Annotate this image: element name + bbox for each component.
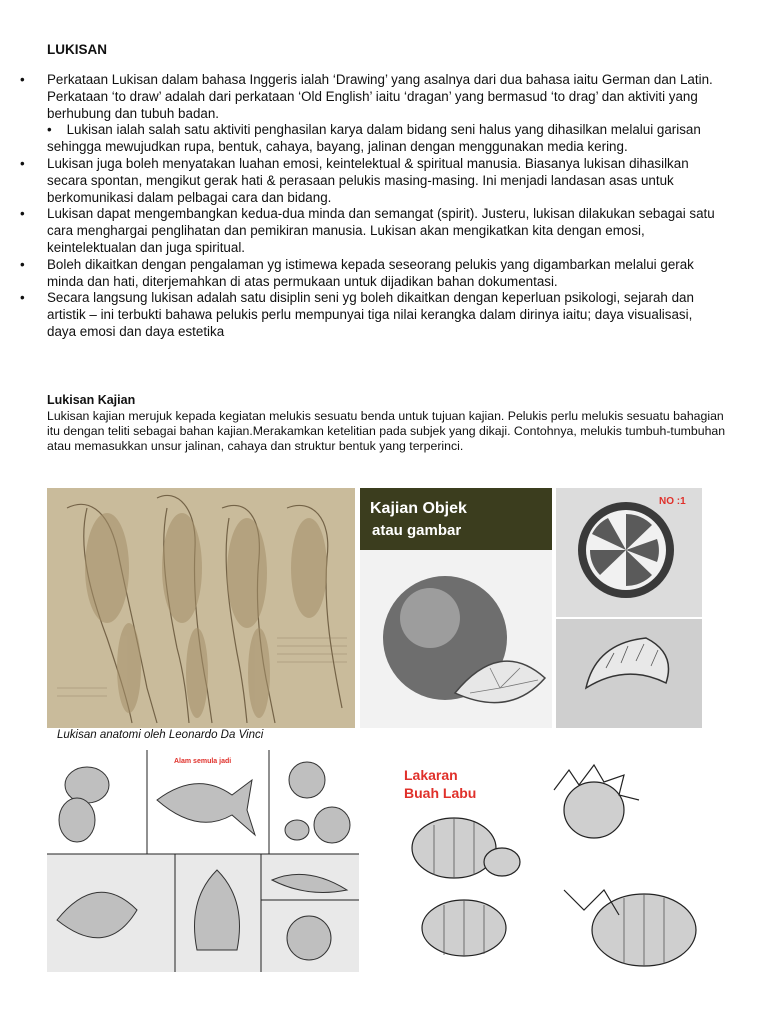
bullet-marker: • [20,155,25,171]
section-title: Lukisan Kajian [47,393,136,407]
bullet-marker: • [20,290,25,306]
buah-labu-sketches [394,750,706,972]
bullet-text: Boleh dikaitkan dengan pengalaman yg istimewa kepada seseorang pelukis yang digambarkan melalui gerak minda dan hati, diterjemahkan di atas permukaan untuk dijadikan bahan dokumentasi. [47,256,694,289]
labu-title-line1: Lakaran [404,767,458,783]
bullet-marker: • [20,72,25,87]
bullet-item [20,122,720,156]
bullet-text: Lukisan dapat mengembangkan kedua-dua minda dan semangat (spirit). Justeru, lukisan dilakukan sebagai satu cara menghargai penglihatan dan pemikiran manusia. Lukisan akan mengikatkan kita dengan emosi, keintelektualan dan juga spiritual. [47,206,715,255]
bullet-text: Perkataan Lukisan dalam bahasa Inggeris ialah ‘Drawing’ yang asalnya dari dua bahasa iaitu German dan Latin. Perkataan ‘to draw’ adalah dari perkataan ‘Old English’ iaitu ‘dragan’ yang bermasud ‘to drag’ dan aktiviti yang berhubung dan tubuh badan. [47,72,713,121]
bullet-item [20,257,720,291]
alam-label: Alam semula jadi [174,758,232,765]
labu-title-line2: Buah Labu [404,785,477,801]
davinci-caption: Lukisan anatomi oleh Leonardo Da Vinci [57,729,264,741]
number-label: NO :1 [659,496,686,507]
alam-semula-jadi-collage [47,750,359,972]
bullet-marker: • [20,206,25,222]
section-paragraph: Lukisan kajian merujuk kepada kegiatan melukis sesuatu benda untuk tujuan kajian. Pelukis perlu melukis sesuatu bahagian itu dengan teliti sebagai bahan kajian.Merakamkan ketelitian pada subjek yang dikaji. Contohnya, melukis tumbuh-tumbuhan atau memasukkan unsur jalinan, cahaya dan struktur bentuk yang terperinci. [47,409,726,453]
bullet-item [20,206,720,256]
bullet-text: Lukisan ialah salah satu aktiviti penghasilan karya dalam bidang seni halus yang dihasilkan melalui garisan sehingga mewujudkan rupa, bentuk, cahaya, bayang, jalinan dengan menggunakan media kering. [47,122,701,155]
bullet-text: Secara langsung lukisan adalah satu disiplin seni yg boleh dikaitkan dengan keperluan psikologi, sejarah dan artistik – ini terbukti bahawa pelukis perlu mempunyai tiga nilai kerangka dalam dirinya iaitu; daya visualisasi, daya emosi dan daya estetika [47,290,694,339]
kajian-objek-image [360,488,552,728]
kajian-title-line1: Kajian Objek [370,500,467,517]
davinci-anatomy-image [47,488,355,728]
bullet-text: Lukisan juga boleh menyatakan luahan emosi, keintelektual & spiritual manusia. Biasanya lukisan dihasilkan secara spontan, mengikut gerak hati & perasaan pelukis masing-masing. Ini menjadi landasan asas untuk berkomunikasi dalam pelbagai cara dan bidang. [47,155,689,205]
bullet-item [20,156,720,206]
bullet-item [20,290,720,340]
bullet-marker: • [47,122,52,138]
kajian-title-line2: atau gambar [372,522,462,539]
bullet-list [20,72,720,341]
orange-study-image [556,488,702,728]
page-title: LUKISAN [47,42,107,57]
bullet-item [20,72,720,122]
bullet-marker: • [20,256,25,272]
